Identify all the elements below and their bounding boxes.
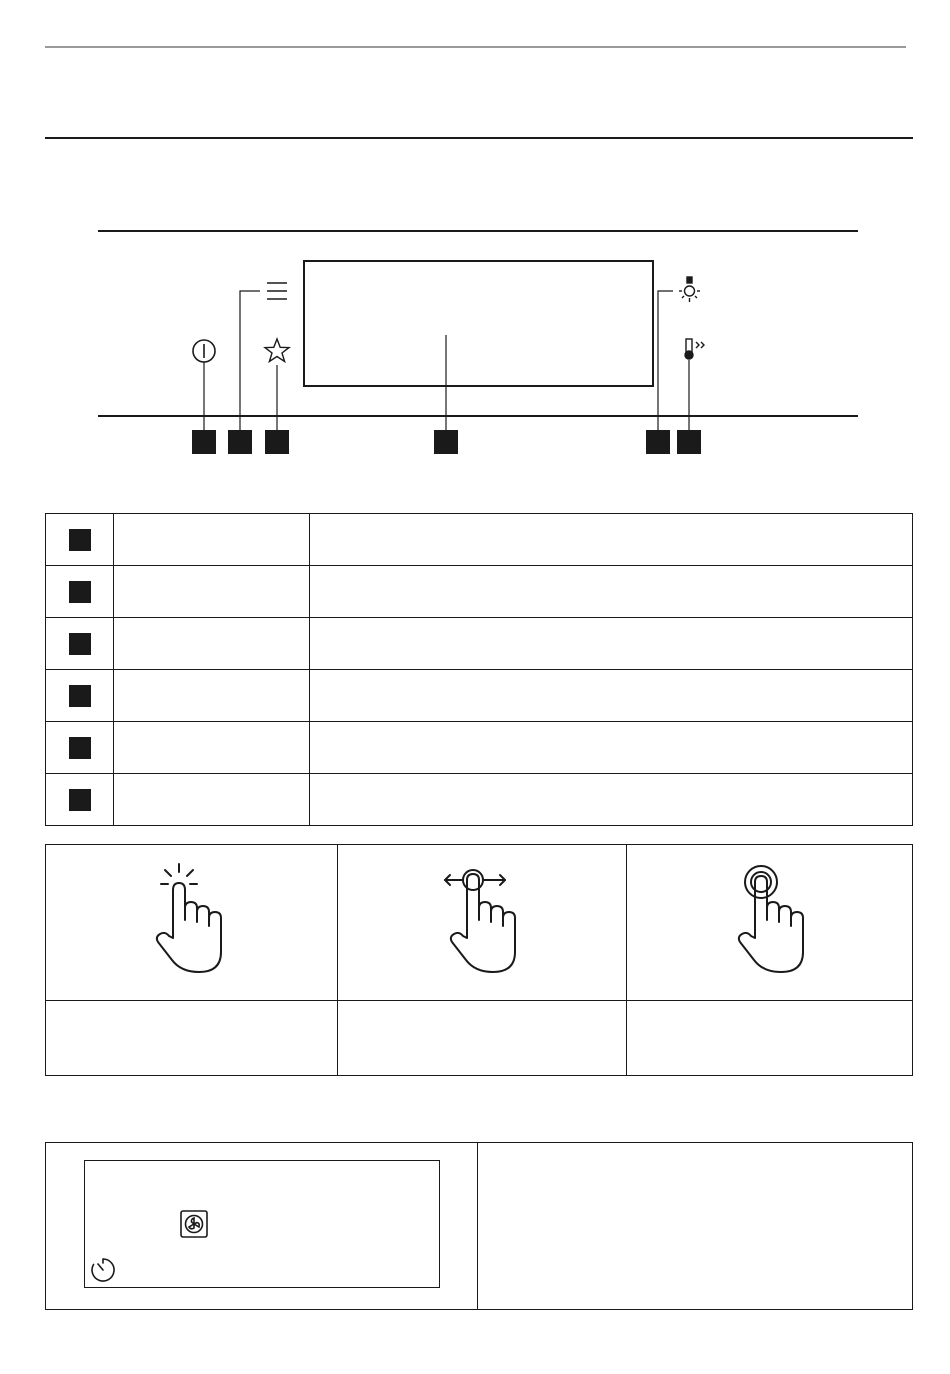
row-number-marker xyxy=(69,529,91,551)
control-name xyxy=(114,670,310,722)
gesture-label-tap xyxy=(46,1001,338,1076)
control-description xyxy=(310,774,913,826)
control-name xyxy=(114,618,310,670)
display-example-screen xyxy=(84,1160,440,1288)
gestures-table xyxy=(45,844,913,1076)
gesture-cell-slide xyxy=(338,845,627,1001)
gesture-label-touch-hold xyxy=(627,1001,913,1076)
timer-icon xyxy=(88,1255,118,1285)
row-number-marker xyxy=(69,737,91,759)
control-description xyxy=(310,722,913,774)
controls-table xyxy=(45,513,913,826)
callout-marker-heatup xyxy=(677,430,701,454)
control-name xyxy=(114,514,310,566)
table-row xyxy=(46,670,913,722)
callout-marker-star xyxy=(265,430,289,454)
panel-display-frame xyxy=(304,261,653,386)
control-description xyxy=(310,566,913,618)
control-description xyxy=(310,514,913,566)
fan-heating-icon xyxy=(178,1208,210,1240)
row-number-marker xyxy=(69,633,91,655)
control-name xyxy=(114,722,310,774)
callout-marker-display xyxy=(434,430,458,454)
tap-gesture-icon xyxy=(152,860,232,980)
gesture-cell-tap xyxy=(46,845,338,1001)
lamp-icon xyxy=(679,277,700,302)
menu-leader xyxy=(240,291,260,430)
table-row xyxy=(46,722,913,774)
control-description xyxy=(310,670,913,722)
lamp-leader xyxy=(658,291,673,430)
menu-icon xyxy=(267,283,287,299)
slide-gesture-icon xyxy=(442,860,522,980)
callout-marker-power xyxy=(192,430,216,454)
table-row xyxy=(46,514,913,566)
section-rule xyxy=(45,137,913,139)
row-number-marker xyxy=(69,789,91,811)
power-icon xyxy=(193,340,215,362)
callout-marker-lamp xyxy=(646,430,670,454)
header-rule xyxy=(45,46,906,48)
table-row xyxy=(46,618,913,670)
control-panel-diagram xyxy=(98,225,858,465)
control-name xyxy=(114,566,310,618)
table-row xyxy=(46,774,913,826)
star-icon xyxy=(265,339,289,362)
row-number-marker xyxy=(69,581,91,603)
control-name xyxy=(114,774,310,826)
row-number-marker xyxy=(69,685,91,707)
touch-and-hold-gesture-icon xyxy=(730,860,810,980)
gesture-cell-touch-hold xyxy=(627,845,913,1001)
control-description xyxy=(310,618,913,670)
gesture-label-slide xyxy=(338,1001,627,1076)
table-row xyxy=(46,566,913,618)
fast-heat-up-icon xyxy=(685,339,704,359)
callout-marker-menu xyxy=(228,430,252,454)
display-example-divider xyxy=(477,1142,478,1310)
